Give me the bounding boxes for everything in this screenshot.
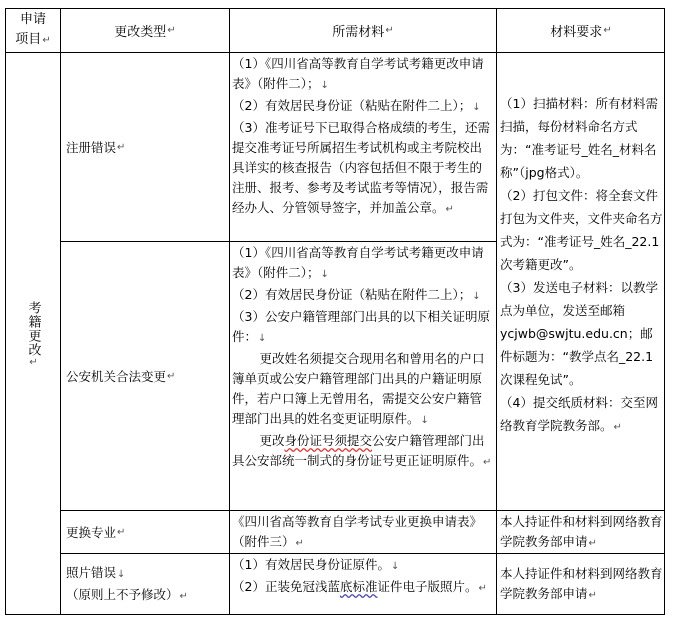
photo-material-2c: 证件电子版照片。 <box>377 579 478 594</box>
requirement-3: （3）发送电子材料：以教学点为单位，发送至邮箱ycjwb@swjtu.edu.cn；邮件标题为：“教学点名_22.1次课程免试”。 <box>500 280 658 387</box>
header-materials-label: 所需材料 <box>332 25 385 40</box>
type-registration-error: 注册错误 ↵ <box>66 140 126 155</box>
type-photo-error-note: （原则上不予修改） <box>66 586 179 602</box>
type-change-major-label: 更换专业 <box>66 525 117 540</box>
type-change-major: 更换专业 ↵ <box>66 525 126 540</box>
police-material-2: （2）有效居民身份证（粘贴在附件二上）； <box>232 287 472 302</box>
header-requirements: 材料要求 ↵ <box>497 9 665 52</box>
header-item: 申请 项目↵ <box>15 12 51 47</box>
type-photo-error-label: 照片错误 <box>66 564 117 580</box>
major-material-1: 《四川省高等教育自学考试专业更换申请表》（附件三） <box>232 514 483 549</box>
project-cell: 考籍更改 ↵ <box>25 300 41 368</box>
header-item-line2: 项目 <box>15 32 42 47</box>
type-police-change-label: 公安机关合法变更 <box>66 369 167 384</box>
type-photo-error: 照片错误↓ （原则上不予修改）↵ <box>66 564 188 602</box>
major-requirement: 本人持证件和材料到网络教育学院教务部申请 <box>500 514 663 549</box>
photo-material-2b: 底标准 <box>339 579 378 594</box>
requirement-4: （4）提交纸质材料：交至网络教育学院教务部。 <box>500 395 658 433</box>
police-material-5b: 身份证号须提交 <box>284 433 373 448</box>
header-materials: 所需材料 ↵ <box>230 9 496 52</box>
photo-requirement: 本人持证件和材料到网络教育学院教务部申请 <box>500 565 663 601</box>
column-divider <box>229 8 230 615</box>
column-divider <box>496 8 497 615</box>
police-material-1: （1）《四川省高等教育自学考试考籍更改申请表》（附件二）； <box>232 245 484 280</box>
police-material-4: 更改姓名须提交合现用名和曾用名的户口簿单页或公安户籍管理部门出具的户籍证明原件，若户口簿上无曾用名，需提交公安户籍管理部门出具的姓名变更证明原件。 <box>232 351 485 426</box>
requirement-1: （1）扫描材料：所有材料需扫描，每份材料命名方式为：“准考证号_姓名_材料名称”（jpg格式）。 <box>500 96 658 180</box>
police-material-3: （3）公安户籍管理部门出具的以下相关证明原件： <box>232 309 490 344</box>
requirements-main: （1）扫描材料：所有材料需扫描，每份材料命名方式为：“准考证号_姓名_材料名称”（jpg格式）。 （2）打包文件：将全套文件打包为文件夹，文件夹命名方式为：“准考证号_姓名_22.1次考籍更改”。 （3）发送电子材料：以教学点为单位，发送至邮箱ycjwb@swjtu.edu.cn；邮件标题为：“教学点名_22.1次课程免试”。 （4）提交纸质材料：交至网络教育学院教务部。↵ <box>500 96 663 433</box>
requirements-change-major: 本人持证件和材料到网络教育学院教务部申请↵ <box>500 514 663 549</box>
header-requirements-label: 材料要求 <box>550 25 603 40</box>
header-item-line1: 申请 <box>19 12 46 27</box>
reg-material-2: （2）有效居民身份证（粘贴在附件二上）； <box>232 98 472 113</box>
police-material-5c: 公安户籍管理部门出具公安部统一制式的身份证号更正证明原件。 <box>232 433 485 468</box>
photo-material-2a: （2）正装免冠浅蓝 <box>232 579 340 594</box>
reg-material-3: （3）准考证号下已取得合格成绩的考生，还需提交准考证号所属招生考试机构或主考院校出具详实的核查报告（内容包括但不限于考生的注册、报考、参考及考试监考等情况），报告需经办人、分管领导签字，并加盖公章。 <box>232 120 490 215</box>
type-registration-error-label: 注册错误 <box>66 140 117 155</box>
materials-photo-error: （1）有效居民身份证原件。↓ （2）正装免冠浅蓝底标准证件电子版照片。↵ <box>232 557 487 594</box>
police-material-5a: 更改 <box>259 433 285 448</box>
header-type-label: 更改类型 <box>114 25 167 40</box>
photo-material-1: （1）有效居民身份证原件。 <box>232 557 390 572</box>
materials-police-change: （1）《四川省高等教育自学考试考籍更改申请表》（附件二）；↓ （2）有效居民身份证（粘贴在附件二上）；↓ （3）公安户籍管理部门出具的以下相关证明原件：↓ 更改姓名须提交合现用名和曾用名的户口簿单页或公安户籍管理部门出具的户籍证明原件，若户口簿上无曾用名，需提交公安户籍管理部门出具的姓名变更证明原件。↓ 更改身份证号须提交公安户籍管理部门出具公安部统一制式的身份证号更正证明原件。↵ <box>232 245 492 468</box>
project-label: 考籍更改 <box>25 300 41 357</box>
column-divider <box>60 8 61 615</box>
materials-registration-error: （1）《四川省高等教育自学考试考籍更改申请表》（附件二）；↓ （2）有效居民身份证（粘贴在附件二上）；↓ （3）准考证号下已取得合格成绩的考生，还需提交准考证号所属招生考试机构或主考院校出具详实的核查报告（内容包括但不限于考生的注册、报考、参考及考试监考等情况），报告需经办人、分管领导签字，并加盖公章。↵ <box>232 56 490 215</box>
header-type: 更改类型 ↵ <box>61 9 229 52</box>
type-police-change: 公安机关合法变更 ↵ <box>66 369 176 384</box>
requirements-photo-error: 本人持证件和材料到网络教育学院教务部申请↵ <box>500 565 663 601</box>
requirement-2: （2）打包文件：将全套文件打包为文件夹，文件夹命名方式为：“准考证号_姓名_22.1次考籍更改”。 <box>500 188 663 272</box>
reg-material-1: （1）《四川省高等教育自学考试考籍更改申请表》（附件二）； <box>232 56 484 91</box>
materials-change-major: 《四川省高等教育自学考试专业更换申请表》（附件三）↵ <box>232 514 483 549</box>
